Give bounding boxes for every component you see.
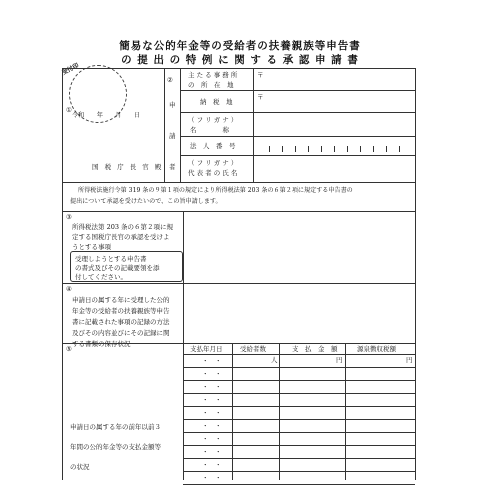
name-label: 名 称 bbox=[190, 126, 229, 134]
rep-name-label: 代 表 者 の 氏 名 bbox=[188, 169, 238, 177]
office-address-label: 主 た る 事 務 所 bbox=[188, 71, 238, 79]
application-date: 令和 年 月 日 bbox=[72, 112, 141, 119]
header-top-line bbox=[62, 68, 415, 69]
statement-line-1: 所得税法施行令第 319 条の９第１項の規定により所得税法第 203 条の６第２項に規定する申告書の bbox=[78, 187, 353, 194]
applicant-side-char-2: 請 bbox=[169, 132, 176, 140]
header-row-line-2 bbox=[180, 112, 415, 113]
form-title-line2: の 提 出 の 特 例 に 関 す る 承 認 申 請 書 bbox=[121, 54, 359, 66]
section3-number: ③ bbox=[66, 213, 72, 221]
name-furigana-label: （ フ リ ガ ナ ） bbox=[188, 116, 238, 124]
header-row-line-4 bbox=[180, 155, 415, 156]
header-bottom-line bbox=[62, 182, 415, 183]
table-row-date[interactable]: ・ ・ bbox=[202, 370, 222, 378]
section4-line-3: 書に記載された事項の記録の方法 bbox=[72, 318, 170, 326]
section5-line-1: 申請日の属する年の前年以前３ bbox=[70, 423, 161, 431]
form-title-line1: 簡易な公的年金等の受給者の扶養親族等申告書 bbox=[119, 40, 361, 52]
unit-persons: 人 bbox=[271, 356, 278, 364]
table-row-date[interactable]: ・ ・ bbox=[202, 435, 222, 443]
table-row-date[interactable]: ・ ・ bbox=[202, 474, 222, 482]
office-address-label-2: の 所 在 地 bbox=[188, 81, 234, 89]
section3-note-line-2: の書式及びその記載要領を添 bbox=[75, 264, 160, 272]
section5-line-2: 年間の公的年金等の支払金額等 bbox=[70, 443, 161, 451]
reception-stamp-label: 受付印 bbox=[60, 62, 81, 77]
section4-number: ④ bbox=[66, 285, 72, 293]
header-row-line-1 bbox=[180, 90, 415, 91]
section3-line-1: 所得税法第 203 条の６第２項に規 bbox=[72, 223, 174, 231]
corporate-number-field[interactable] bbox=[256, 138, 412, 154]
table-row-line bbox=[183, 458, 415, 459]
table-row-line bbox=[183, 393, 415, 394]
form-right-border bbox=[415, 68, 416, 480]
table-row-line bbox=[183, 445, 415, 446]
table-row-date[interactable]: ・ ・ bbox=[202, 409, 222, 417]
rep-name-field[interactable] bbox=[256, 157, 412, 180]
header-divider-2 bbox=[180, 68, 181, 182]
section-label-divider bbox=[183, 211, 184, 480]
table-row-line bbox=[183, 367, 415, 368]
section5-line-3: の状況 bbox=[70, 463, 90, 471]
tax-place-field[interactable]: 〒 bbox=[257, 93, 264, 101]
table-row-line bbox=[183, 380, 415, 381]
section3-note-line-1: 受理しようとする申告書 bbox=[75, 255, 147, 263]
table-row-date[interactable]: ・ ・ bbox=[202, 448, 222, 456]
section3-note-line-3: 付してください。 bbox=[75, 273, 127, 281]
form-left-border bbox=[62, 68, 63, 480]
corporate-number-label: 法 人 番 号 bbox=[190, 142, 236, 150]
section3-field[interactable] bbox=[186, 213, 412, 281]
statement-bottom-line bbox=[62, 211, 415, 212]
office-address-field[interactable]: 〒 bbox=[257, 71, 264, 79]
table-header-recipients: 受給者数 bbox=[240, 345, 266, 353]
section4-line-5: する書類の保存状況 bbox=[72, 340, 131, 348]
applicant-side-char-1: 申 bbox=[169, 101, 176, 109]
table-col-divider-1 bbox=[232, 343, 233, 480]
table-header-date: 支払年月日 bbox=[190, 345, 223, 353]
section4-line-1: 申請日の属する年に受理した公的 bbox=[72, 296, 170, 304]
circle-number-1: ① bbox=[66, 106, 72, 114]
section4-field[interactable] bbox=[186, 285, 412, 341]
table-col-divider-2 bbox=[279, 343, 280, 480]
header-divider-3 bbox=[253, 68, 254, 182]
applicant-side-char-3: 者 bbox=[169, 163, 176, 171]
table-header-line bbox=[183, 354, 415, 355]
section5-number: ⑤ bbox=[66, 345, 72, 353]
table-row-line bbox=[183, 419, 415, 420]
tax-place-label: 納 税 地 bbox=[200, 98, 233, 106]
table-row-date[interactable]: ・ ・ bbox=[202, 422, 222, 430]
table-header-amount: 支 払 金 額 bbox=[292, 345, 338, 353]
section3-bottom-line bbox=[62, 283, 415, 284]
addressee: 国 税 庁 長 官 殿 bbox=[92, 163, 164, 171]
rep-furigana-label: （ フ リ ガ ナ ） bbox=[188, 159, 238, 167]
section3-line-2: 定する国税庁長官の承認を受けよ bbox=[72, 233, 170, 241]
table-row-line bbox=[183, 406, 415, 407]
section4-bottom-line bbox=[62, 343, 415, 344]
name-field[interactable] bbox=[256, 114, 412, 134]
section4-line-2: 年金等の受給者の扶養親族等申告 bbox=[72, 307, 170, 315]
header-row-line-3 bbox=[180, 136, 415, 137]
table-header-tax: 源泉徴収税額 bbox=[357, 345, 396, 353]
table-row-date[interactable]: ・ ・ bbox=[202, 396, 222, 404]
table-row-date[interactable]: ・ ・ bbox=[202, 383, 222, 391]
table-row-date[interactable]: ・ ・ bbox=[202, 461, 222, 469]
statement-line-2: 提出について承認を受けたいので、この旨申請します。 bbox=[70, 198, 222, 205]
section4-line-4: 及びその内容並びにその記録に関 bbox=[72, 329, 170, 337]
unit-yen-amount: 円 bbox=[336, 356, 343, 364]
table-row-date[interactable]: ・ ・ bbox=[202, 357, 222, 365]
table-row-line bbox=[183, 471, 415, 472]
section3-line-3: うとする事項 bbox=[72, 243, 111, 251]
circle-number-2: ② bbox=[167, 76, 173, 84]
table-col-divider-3 bbox=[345, 343, 346, 480]
header-divider-1 bbox=[164, 68, 165, 182]
unit-yen-tax: 円 bbox=[406, 356, 413, 364]
table-row-line bbox=[183, 432, 415, 433]
